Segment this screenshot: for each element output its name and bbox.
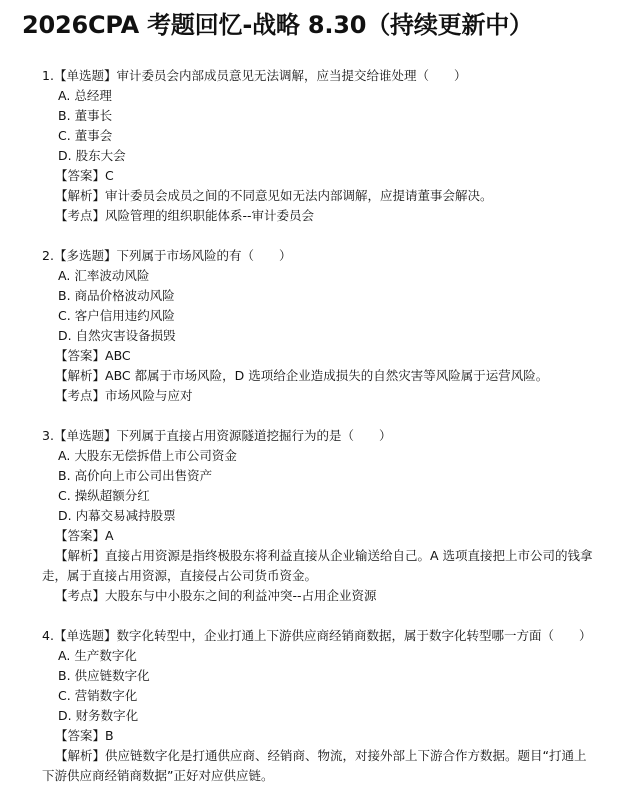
analysis-line [42,546,595,586]
option-text: 操纵超额分红 [74,488,150,503]
point-label: 【考点】 [55,388,106,403]
analysis-text: 供应链数字化是打通供应商、经销商、物流，对接外部上下游合作方数据。题目“打通上下游供应商经销商数据”正好对应供应链。 [42,748,587,783]
option-text: 董事长 [74,108,113,123]
answer-line [55,526,587,546]
option-letter: C. [58,688,71,703]
option-letter: D. [58,148,72,163]
answer-value: A [105,528,114,543]
question-number: 2. [42,248,54,263]
answer-line [55,166,587,186]
question-text: 审计委员会内部成员意见无法调解，应当提交给谁处理（ ） [116,68,467,83]
option-a [58,646,637,666]
option-d [58,326,637,346]
option-d [58,506,637,526]
question-number: 1. [42,68,54,83]
question-number: 4. [42,628,54,643]
option-b [58,466,637,486]
option-a [58,86,637,106]
option-text: 财务数字化 [75,708,139,723]
option-text: 商品价格波动风险 [74,288,175,303]
option-letter: C. [58,128,71,143]
option-c [58,306,637,326]
point-label: 【考点】 [55,588,106,603]
analysis-label: 【解析】 [55,368,106,383]
option-text: 营销数字化 [74,688,138,703]
point-label: 【考点】 [55,208,106,223]
analysis-label: 【解析】 [55,748,106,763]
answer-value: ABC [105,348,131,363]
page-title: 2026CPA 考题回忆-战略 8.30（持续更新中） [22,11,533,39]
option-d [58,706,637,726]
option-text: 董事会 [74,128,113,143]
analysis-label: 【解析】 [55,188,106,203]
option-text: 高价向上市公司出售资产 [74,468,213,483]
question-3 [0,426,637,606]
question-type-tag: 【单选题】 [53,68,117,83]
option-letter: A. [58,268,71,283]
question-stem [42,246,637,266]
option-letter: C. [58,488,71,503]
point-text: 风险管理的组织职能体系--审计委员会 [105,208,315,223]
question-type-tag: 【单选题】 [53,428,117,443]
point-text: 大股东与中小股东之间的利益冲突--占用企业资源 [105,588,377,603]
option-letter: D. [58,708,72,723]
question-type-tag: 【单选题】 [53,628,117,643]
option-letter: B. [58,668,71,683]
answer-value: B [105,728,114,743]
option-text: 总经理 [74,88,112,103]
analysis-text: 直接占用资源是指终极股东将利益直接从企业输送给自己。A 选项直接把上市公司的钱拿走，属于直接占用资源，直接侵占公司货币资金。 [42,548,593,583]
point-line [55,586,587,606]
option-b [58,666,637,686]
question-stem [42,426,637,446]
option-b [58,286,637,306]
option-letter: B. [58,468,71,483]
option-text: 客户信用违约风险 [74,308,175,323]
question-text: 数字化转型中，企业打通上下游供应商经销商数据，属于数字化转型哪一方面（ ） [116,628,592,643]
answer-label: 【答案】 [55,348,106,363]
option-a [58,446,637,466]
option-text: 汇率波动风险 [74,268,150,283]
option-text: 内幕交易减持股票 [75,508,176,523]
question-type-tag: 【多选题】 [53,248,117,263]
option-text: 股东大会 [75,148,126,163]
option-letter: C. [58,308,71,323]
question-stem [42,66,637,86]
option-letter: A. [58,648,71,663]
question-text: 下列属于市场风险的有（ ） [116,248,292,263]
option-b [58,106,637,126]
option-letter: B. [58,288,71,303]
answer-label: 【答案】 [55,168,106,183]
analysis-text: ABC 都属于市场风险，D 选项给企业造成损失的自然灾害等风险属于运营风险。 [105,368,549,383]
option-text: 大股东无偿拆借上市公司资金 [74,448,237,463]
question-list [0,66,637,786]
answer-label: 【答案】 [55,528,106,543]
point-line [55,206,587,226]
analysis-line [55,186,587,206]
option-letter: D. [58,328,72,343]
point-line [55,386,587,406]
question-1 [0,66,637,226]
analysis-line [55,366,587,386]
option-text: 生产数字化 [74,648,137,663]
question-2 [0,246,637,406]
question-number: 3. [42,428,54,443]
option-letter: A. [58,88,71,103]
option-letter: D. [58,508,72,523]
option-letter: B. [58,108,71,123]
answer-line [55,726,587,746]
answer-line [55,346,587,366]
option-text: 供应链数字化 [74,668,150,683]
answer-label: 【答案】 [55,728,106,743]
option-d [58,146,637,166]
analysis-text: 审计委员会成员之间的不同意见如无法内部调解，应提请董事会解决。 [105,188,493,203]
option-a [58,266,637,286]
option-c [58,486,637,506]
option-text: 自然灾害设备损毁 [75,328,176,343]
question-4 [0,626,637,786]
analysis-label: 【解析】 [55,548,106,563]
option-c [58,126,637,146]
option-letter: A. [58,448,71,463]
analysis-line [42,746,595,786]
answer-value: C [105,168,114,183]
question-text: 下列属于直接占用资源隧道挖掘行为的是（ ） [116,428,392,443]
point-text: 市场风险与应对 [105,388,193,403]
question-stem [42,626,637,646]
option-c [58,686,637,706]
